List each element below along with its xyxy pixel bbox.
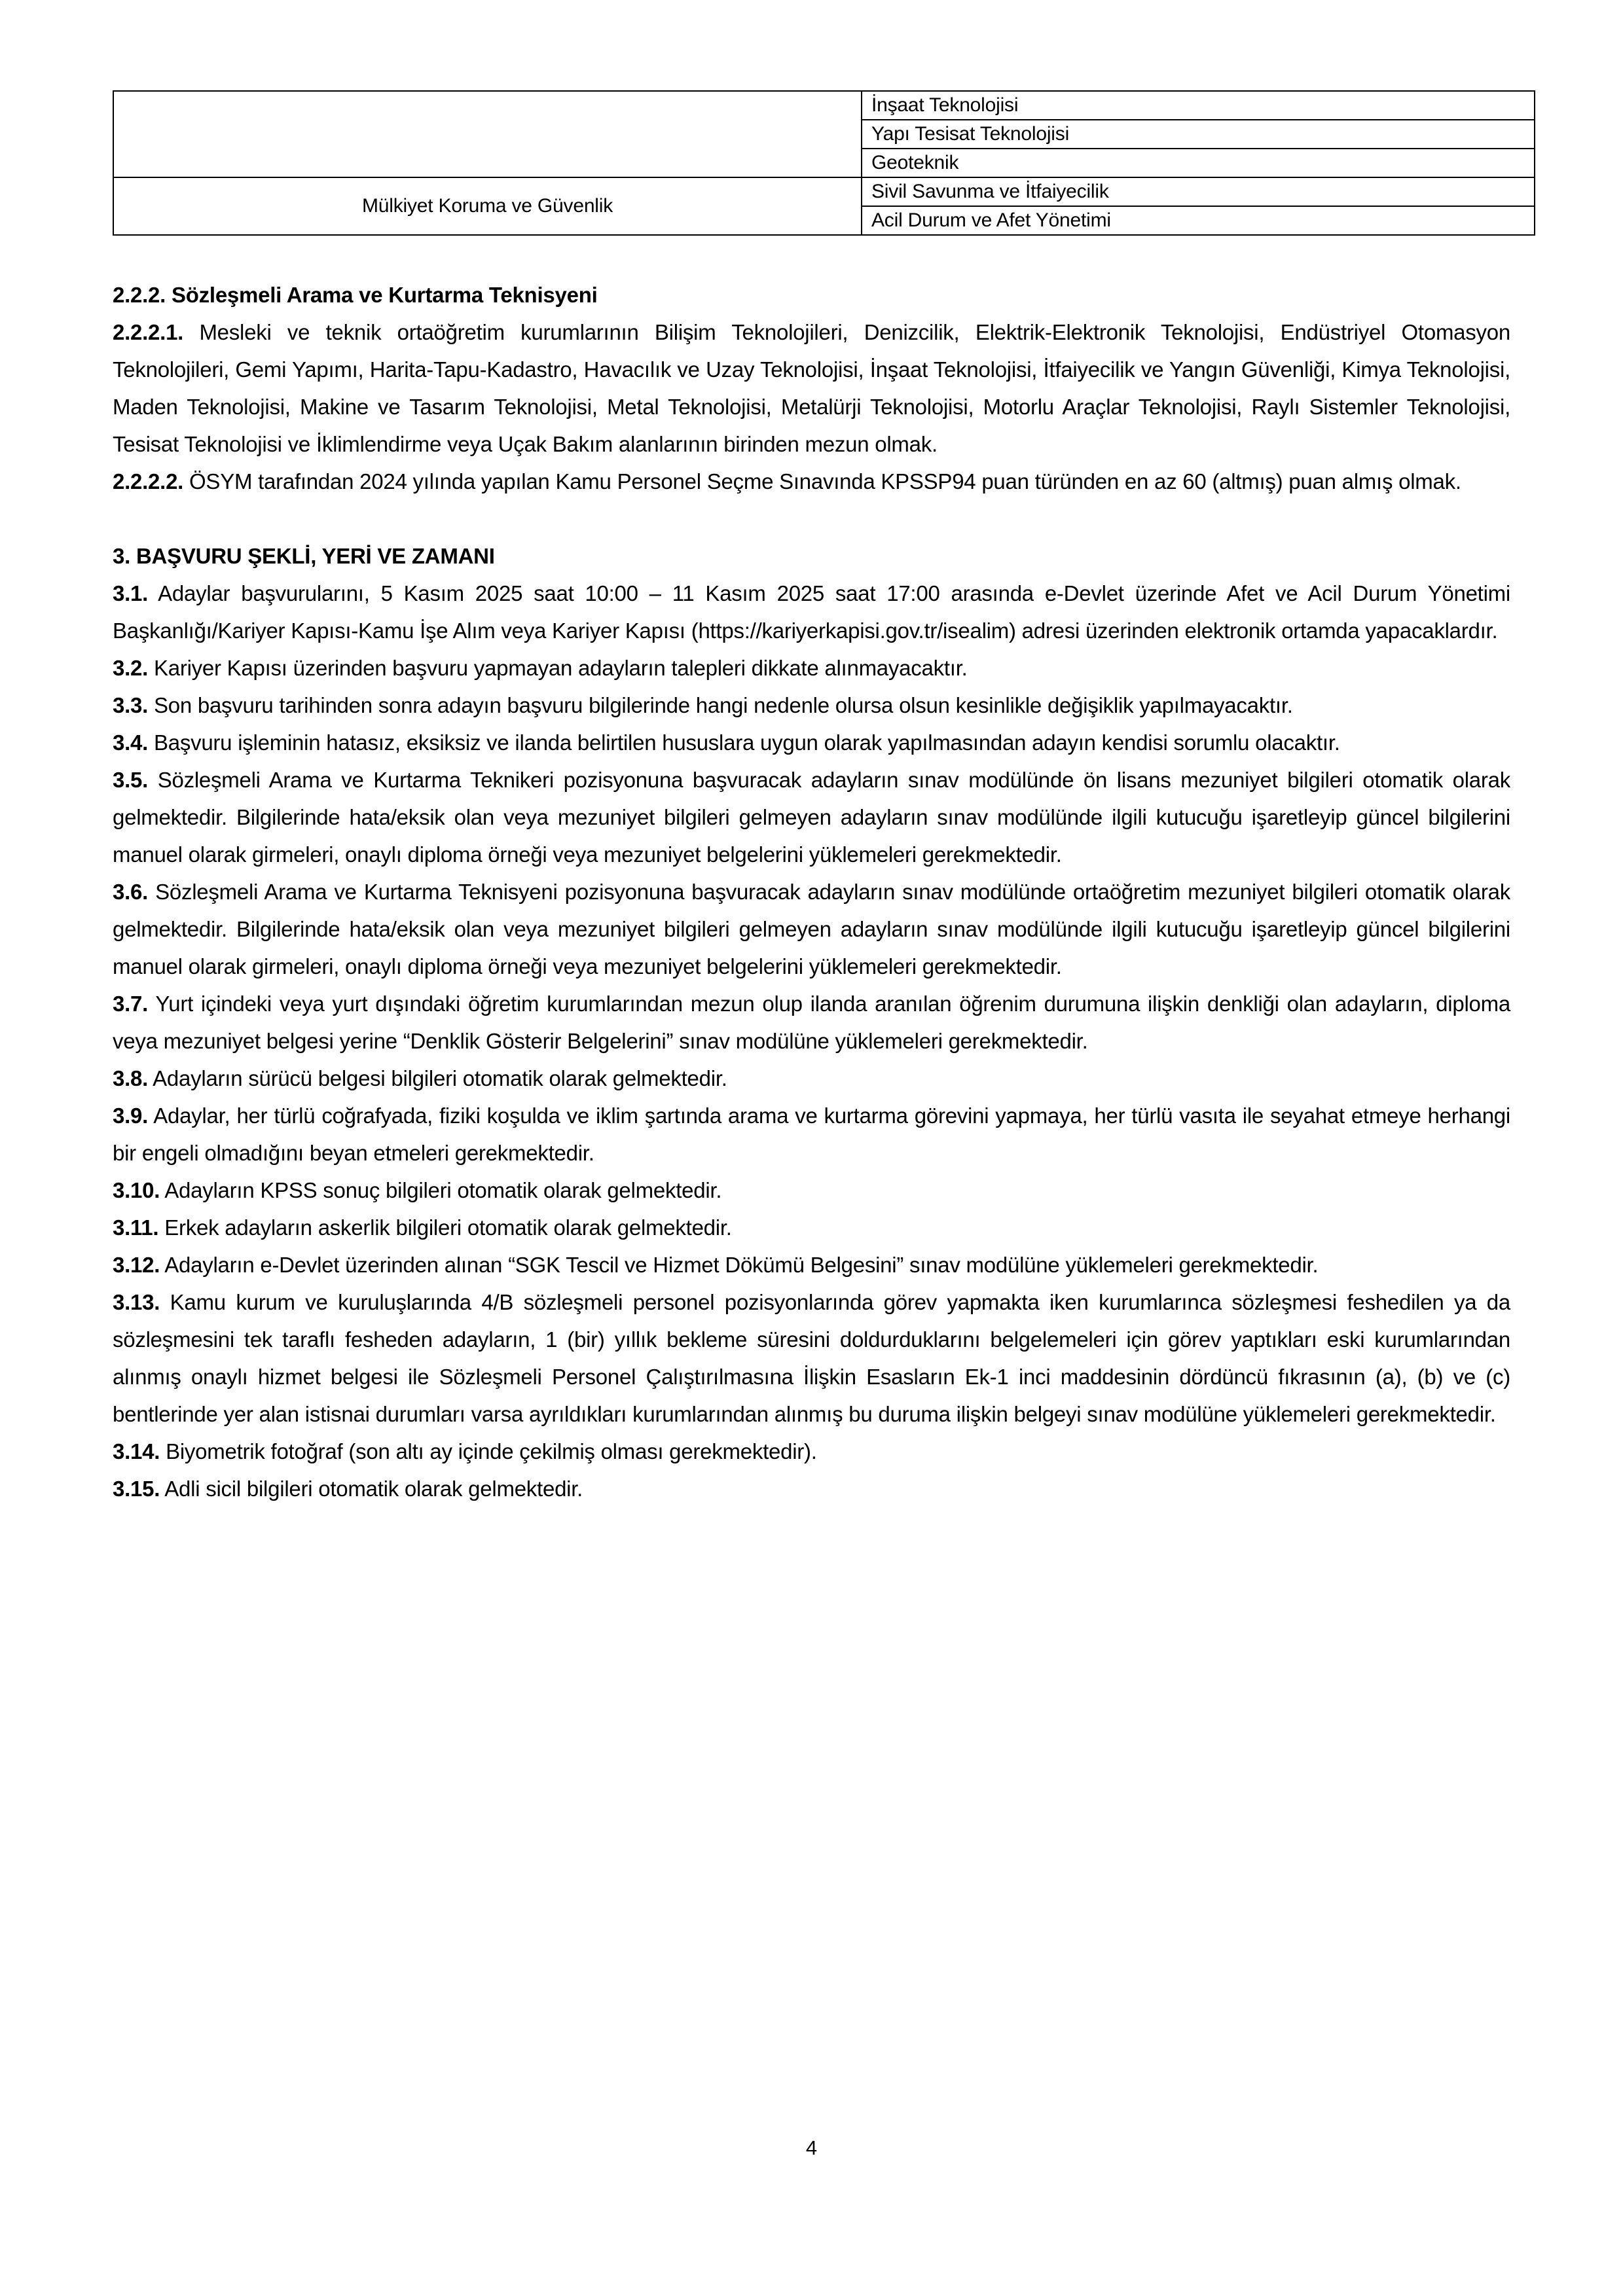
paragraph-number: 3.15.: [113, 1477, 160, 1501]
paragraph-text: Adaylar, her türlü coğrafyada, fiziki koşulda ve iklim şartında arama ve kurtarma görevini yapmaya, her türlü vasıta ile seyahat etmeye herhangi bir engeli olmadığını beyan etmeleri gerekmektedir.: [113, 1103, 1510, 1165]
paragraph-number: 3.12.: [113, 1253, 160, 1277]
table-cell-program: İnşaat Teknolojisi: [862, 91, 1535, 120]
paragraph-number: 3.4.: [113, 730, 149, 755]
blank-line-spacer: [113, 500, 1510, 537]
paragraph-text: Biyometrik fotoğraf (son altı ay içinde çekilmiş olması gerekmektedir).: [160, 1439, 817, 1463]
paragraph-3-6: [113, 873, 1510, 985]
paragraph-number: 3.2.: [113, 656, 149, 680]
paragraph-2-2-2-2: [113, 463, 1510, 500]
paragraph-number: 3.6.: [113, 880, 149, 904]
paragraph-number: 3.9.: [113, 1103, 149, 1128]
paragraph-number: 3.14.: [113, 1439, 160, 1463]
paragraph-3-5: [113, 761, 1510, 873]
paragraph-text: ÖSYM tarafından 2024 yılında yapılan Kamu Personel Seçme Sınavında KPSSP94 puan türünden en az 60 (altmış) puan almış olmak.: [183, 469, 1461, 493]
body-text: [113, 276, 1510, 1507]
paragraph-text: Kamu kurum ve kuruluşlarında 4/B sözleşmeli personel pozisyonlarında görev yapmakta iken kurumlarınca sözleşmesi feshedilen ya da sözleşmesini tek taraflı fesheden adayların, 1 (bir) yıllık bekleme süresini doldurduklarını belgelemeleri için görev yaptıkları eski kurumlarından alınmış onaylı hizmet belgesi ile Sözleşmeli Personel Çalıştırılmasına İlişkin Esasların Ek-1 inci maddesinin dördüncü fıkrasının (a), (b) ve (c) bentlerinde yer alan istisnai durumları varsa ayrıldıkları kurumlarından alınmış bu duruma ilişkin belgeyi sınav modülüne yüklemeleri gerekmektedir.: [113, 1290, 1510, 1426]
table-cell-department-empty: [113, 91, 862, 177]
table-cell-department: Mülkiyet Koruma ve Güvenlik: [113, 177, 862, 235]
paragraph-3-2: [113, 649, 1510, 687]
paragraph-text: Kariyer Kapısı üzerinden başvuru yapmayan adayların talepleri dikkate alınmayacaktır.: [148, 656, 968, 680]
paragraph-text: Yurt içindeki veya yurt dışındaki öğretim kurumlarından mezun olup ilanda aranılan öğrenim durumuna ilişkin denkliği olan adayların, diploma veya mezuniyet belgesi yerine “Denklik Gösterir Belgelerini” sınav modülüne yüklemeleri gerekmektedir.: [113, 992, 1510, 1053]
paragraph-text: Sözleşmeli Arama ve Kurtarma Teknikeri pozisyonuna başvuracak adayların sınav modülünde ön lisans mezuniyet bilgileri otomatik olarak gelmektedir. Bilgilerinde hata/eksik olan veya mezuniyet bilgileri gelmeyen adayların sınav modülünde ilgili kutucuğu işaretleyip güncel bilgilerini manuel olarak girmeleri, onaylı diploma örneği veya mezuniyet belgelerini yüklemeleri gerekmektedir.: [113, 768, 1510, 867]
page-number: 4: [805, 2136, 818, 2159]
paragraph-text: Mesleki ve teknik ortaöğretim kurumlarının Bilişim Teknolojileri, Denizcilik, Elektrik-Elektronik Teknolojisi, Endüstriyel Otomasyon Teknolojileri, Gemi Yapımı, Harita-Tapu-Kadastro, Havacılık ve Uzay Teknolojisi, İnşaat Teknolojisi, İtfaiyecilik ve Yangın Güvenliği, Kimya Teknolojisi, Maden Teknolojisi, Makine ve Tasarım Teknolojisi, Metal Teknolojisi, Metalürji Teknolojisi, Motorlu Araçlar Teknolojisi, Raylı Sistemler Teknolojisi, Tesisat Teknolojisi ve İklimlendirme veya Uçak Bakım alanlarının birinden mezun olmak.: [113, 320, 1510, 456]
paragraph-number: 3.5.: [113, 768, 149, 792]
department-programs-table: [113, 90, 1535, 236]
paragraph-3-3: [113, 687, 1510, 724]
paragraph-text: Erkek adayların askerlik bilgileri otomatik olarak gelmektedir.: [158, 1215, 732, 1240]
page-content: [113, 90, 1510, 1507]
paragraph-number: 3.13.: [113, 1290, 160, 1314]
paragraph-2-2-2-1: [113, 314, 1510, 463]
table-cell-program: Yapı Tesisat Teknolojisi: [862, 120, 1535, 149]
paragraph-number: 3.7.: [113, 992, 149, 1016]
paragraph-3-15: [113, 1470, 1510, 1507]
section-heading-3: 3. BAŞVURU ŞEKLİ, YERİ VE ZAMANI: [113, 544, 495, 568]
table-row: [113, 177, 1535, 206]
paragraph-3-9: [113, 1097, 1510, 1172]
paragraph-3-14: [113, 1433, 1510, 1470]
table-cell-program: Sivil Savunma ve İtfaiyecilik: [862, 177, 1535, 206]
paragraph-3-7: [113, 985, 1510, 1060]
paragraph-3-1: [113, 575, 1510, 649]
paragraph-number: 3.8.: [113, 1066, 149, 1090]
paragraph-text: Adayların sürücü belgesi bilgileri otomatik olarak gelmektedir.: [148, 1066, 727, 1090]
table-cell-program: Geoteknik: [862, 149, 1535, 177]
paragraph-3-10: [113, 1172, 1510, 1209]
paragraph-text: Adaylar başvurularını, 5 Kasım 2025 saat 10:00 – 11 Kasım 2025 saat 17:00 arasında e-Devlet üzerinde Afet ve Acil Durum Yönetimi Başkanlığı/Kariyer Kapısı-Kamu İşe Alım veya Kariyer Kapısı (https://kariyerkapisi.gov.tr/isealim) adresi üzerinden elektronik ortamda yapacaklardır.: [113, 581, 1510, 643]
paragraph-number: 2.2.2.1.: [113, 320, 184, 344]
paragraph-3-12: [113, 1246, 1510, 1283]
table-row: [113, 91, 1535, 120]
paragraph-number: 3.10.: [113, 1178, 160, 1202]
paragraph-3-8: [113, 1060, 1510, 1097]
paragraph-number: 2.2.2.2.: [113, 469, 184, 493]
paragraph-number: 3.11.: [113, 1215, 159, 1240]
section-heading-2-2-2: 2.2.2. Sözleşmeli Arama ve Kurtarma Teknisyeni: [113, 283, 598, 307]
paragraph-3-11: [113, 1209, 1510, 1246]
paragraph-text: Başvuru işleminin hatasız, eksiksiz ve ilanda belirtilen hususlara uygun olarak yapılmasından adayın kendisi sorumlu olacaktır.: [148, 730, 1340, 755]
paragraph-3-13: [113, 1283, 1510, 1433]
paragraph-text: Adayların e-Devlet üzerinden alınan “SGK Tescil ve Hizmet Dökümü Belgesini” sınav modülüne yüklemeleri gerekmektedir.: [160, 1253, 1319, 1277]
paragraph-3-4: [113, 724, 1510, 761]
paragraph-text: Son başvuru tarihinden sonra adayın başvuru bilgilerinde hangi nedenle olursa olsun kesinlikle değişiklik yapılmayacaktır.: [148, 693, 1293, 717]
table-cell-program: Acil Durum ve Afet Yönetimi: [862, 206, 1535, 235]
paragraph-text: Sözleşmeli Arama ve Kurtarma Teknisyeni pozisyonuna başvuracak adayların sınav modülünde ortaöğretim mezuniyet bilgileri otomatik olarak gelmektedir. Bilgilerinde hata/eksik olan veya mezuniyet bilgileri gelmeyen adayların sınav modülünde ilgili kutucuğu işaretleyip güncel bilgilerini manuel olarak girmeleri, onaylı diploma örneği veya mezuniyet belgelerini yüklemeleri gerekmektedir.: [113, 880, 1510, 978]
paragraph-text: Adayların KPSS sonuç bilgileri otomatik olarak gelmektedir.: [160, 1178, 722, 1202]
paragraph-number: 3.1.: [113, 581, 149, 605]
paragraph-number: 3.3.: [113, 693, 149, 717]
paragraph-text: Adli sicil bilgileri otomatik olarak gelmektedir.: [160, 1477, 583, 1501]
